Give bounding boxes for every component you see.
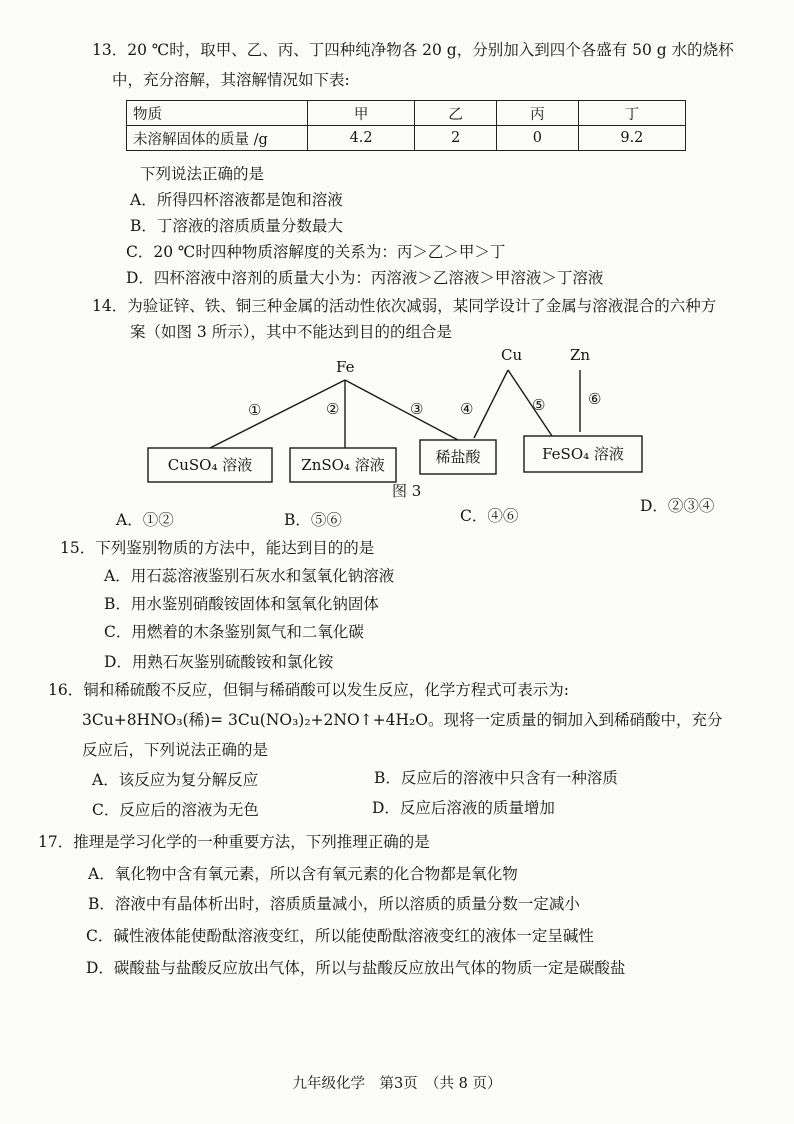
marker-5: ⑤ [532,396,546,414]
metal-zn-label: Zn [570,348,591,364]
marker-2: ② [326,400,340,418]
q16-option-d[interactable]: D．反应后溶液的质量增加 [372,799,555,817]
q13-prompt: 下列说法正确的是 [140,165,265,183]
dilute-acid-label: 稀盐酸 [435,448,481,466]
fe-to-cuso4-wire [210,380,345,448]
q14-stem-line1: 14．为验证锌、铁、铜三种金属的活动性依次减弱，某同学设计了金属与溶液混合的六种方 [92,297,717,315]
q17-option-b[interactable]: B．溶液中有晶体析出时，溶质质量减小，所以溶质的质量分数一定减小 [88,895,580,913]
q14-option-a[interactable]: A．①② [116,511,174,529]
q16-option-b[interactable]: B．反应后的溶液中只含有一种溶质 [374,769,618,787]
q15-option-a[interactable]: A．用石蕊溶液鉴别石灰水和氢氧化钠溶液 [104,567,395,585]
q14-option-c[interactable]: C．④⑥ [460,507,519,525]
cuso4-label: CuSO₄ 溶液 [167,456,253,474]
q17-stem: 17．推理是学习化学的一种重要方法，下列推理正确的是 [38,833,430,851]
table-cell: 2 [415,126,497,151]
table-header-cell: 甲 [308,101,415,126]
q17-option-c[interactable]: C．碱性液体能使酚酞溶液变红，所以能使酚酞溶液变红的液体一定呈碱性 [86,927,594,945]
q13-option-c[interactable]: C．20 ℃时四种物质溶解度的关系为：丙＞乙＞甲＞丁 [126,243,506,261]
q13-stem-line2: 中，充分溶解，其溶解情况如下表: [112,71,350,89]
table-cell: 0 [496,126,578,151]
metal-fe-label: Fe [336,358,355,376]
marker-4: ④ [460,400,474,418]
q16-option-a[interactable]: A．该反应为复分解反应 [92,771,259,789]
cu-to-acid-wire [474,370,508,438]
marker-6: ⑥ [588,390,602,408]
metal-cu-label: Cu [501,348,523,364]
marker-3: ③ [410,400,424,418]
marker-1: ① [248,401,262,419]
q16-stem-line3: 反应后，下列说法正确的是 [82,741,269,759]
q14-option-d[interactable]: D．②③④ [640,497,715,515]
q13-option-b[interactable]: B．丁溶液的溶质质量分数最大 [130,217,343,235]
q15-option-b[interactable]: B．用水鉴别硝酸铵固体和氢氧化钠固体 [104,595,379,613]
q17-option-d[interactable]: D．碳酸盐与盐酸反应放出气体，所以与盐酸反应放出气体的物质一定是碳酸盐 [86,959,626,977]
q13-option-a[interactable]: A．所得四杯溶液都是饱和溶液 [130,191,343,209]
table-cell: 9.2 [578,126,685,151]
q15-stem: 15．下列鉴别物质的方法中，能达到目的的是 [60,539,375,557]
znso4-label: ZnSO₄ 溶液 [301,456,385,474]
q16-equation: 3Cu+8HNO₃(稀)= 3Cu(NO₃)₂+2NO↑+4H₂O。现将一定质量的铜加入到稀硝酸中，充分 [82,711,723,729]
solubility-table [126,100,686,151]
metal-solution-diagram [140,348,660,500]
q16-option-c[interactable]: C．反应后的溶液为无色 [92,801,259,819]
table-row-label: 未溶解固体的质量 /g [127,126,308,151]
fe-to-acid-wire [345,380,458,440]
q14-stem-line2: 案（如图 3 所示），其中不能达到目的的组合是 [130,323,452,341]
q17-option-a[interactable]: A．氧化物中含有氧元素，所以含有氧元素的化合物都是氧化物 [88,865,518,883]
table-header-cell: 物质 [127,101,308,126]
table-cell: 4.2 [308,126,415,151]
figure-caption: 图 3 [392,482,422,500]
table-header-cell: 乙 [415,101,497,126]
table-header-cell: 丙 [496,101,578,126]
table-row [127,126,686,151]
q13-option-d[interactable]: D．四杯溶液中溶剂的质量大小为：丙溶液＞乙溶液＞甲溶液＞丁溶液 [126,269,604,287]
table-row [127,101,686,126]
page-footer: 九年级化学 第3页 （共 8 页） [292,1076,502,1092]
q15-option-d[interactable]: D．用熟石灰鉴别硫酸铵和氯化铵 [104,653,334,671]
q13-stem-line1: 13．20 ℃时，取甲、乙、丙、丁四种纯净物各 20 g，分别加入到四个各盛有 50 g 水的烧杯 [92,41,734,59]
q16-stem-line1: 16．铜和稀硫酸不反应，但铜与稀硝酸可以发生反应，化学方程式可表示为: [48,681,569,699]
feso4-label: FeSO₄ 溶液 [542,445,624,463]
q15-option-c[interactable]: C．用燃着的木条鉴别氮气和二氧化碳 [104,623,364,641]
table-header-cell: 丁 [578,101,685,126]
q14-option-b[interactable]: B．⑤⑥ [284,511,342,529]
